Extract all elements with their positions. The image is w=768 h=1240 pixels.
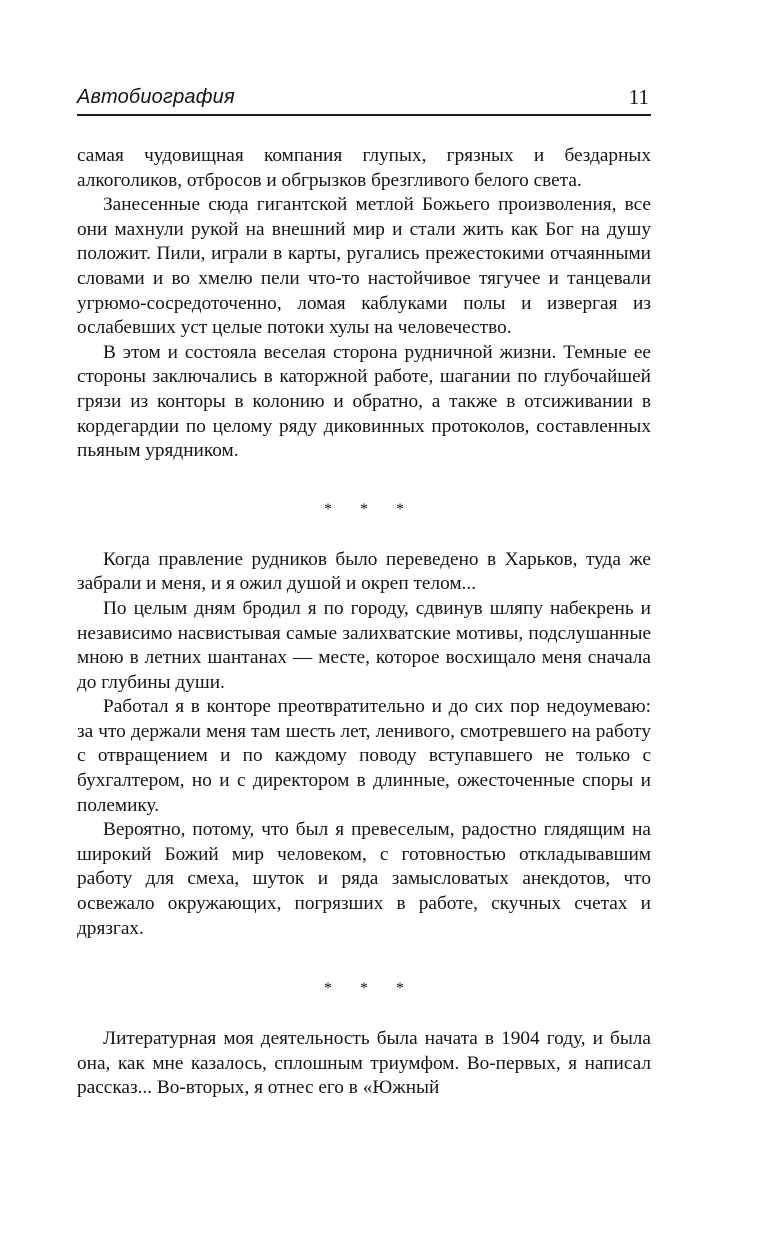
body-text	[77, 144, 651, 1101]
paragraph: Вероятно, потому, что был я превеселым, радостно глядящим на широкий Божий мир человеком, с готовностью откладывавшим работу для смеха, шуток и ряда замысловатых анекдотов, что освежало окружающих, погрязших в работе, скучных счетах и дрязгах.	[77, 819, 651, 939]
paragraph: Занесенные сюда гигантской метлой Божьего произволения, все они махнули рукой на внешний мир и стали жить как Бог на душу положит. Пили, играли в карты, ругались прежестокими отчаянными словами и во хмелю пели что-то настойчивое тягучее и танцевали угрюмо-сосредоточенно, ломая каблуками полы и извергая из ослабевших уст целые потоки хулы на человечество.	[77, 194, 651, 339]
paragraph: В этом и состояла веселая сторона рудничной жизни. Темные ее стороны заключались в каторжной работе, шагании по глубочайшей грязи из конторы в колонию и обратно, а также в отсиживании в кордегардии по целому ряду диковинных протоколов, составленных пьяным урядником.	[77, 341, 651, 462]
paragraph: По целым дням бродил я по городу, сдвинув шляпу набекрень и независимо насвистывая самые залихватские мотивы, подслушанные мною в летних шантанах — месте, которое восхищало меня сначала до глубины души.	[77, 597, 651, 693]
running-header	[77, 84, 651, 116]
paragraph: Литературная моя деятельность была начата в 1904 году, и была она, как мне казалось, сплошным триумфом. Во-первых, я написал рассказ... Во-вторых, я отнес его в «Южный	[77, 1028, 651, 1099]
section-separator: * * *	[324, 500, 416, 518]
paragraph: Работал я в конторе преотвратительно и до сих пор недоумеваю: за что держали меня там шесть лет, ленивого, смотревшего на работу с отвращением и по каждому поводу вступавшего не только с бухгалтером, но и с директором в длинные, ожесточенные споры и полемику.	[77, 696, 651, 816]
page-number: 11	[628, 85, 649, 109]
book-page	[77, 84, 651, 1101]
running-header-title: Автобиография	[77, 86, 235, 108]
section-separator: * * *	[324, 980, 416, 998]
paragraph: самая чудовищная компания глупых, грязных и бездарных алкоголиков, отбросов и обгрызков брезгливого белого света.	[77, 145, 651, 191]
paragraph: Когда правление рудников было переведено в Харьков, туда же забрали и меня, и я ожил душой и окреп телом...	[77, 548, 651, 595]
